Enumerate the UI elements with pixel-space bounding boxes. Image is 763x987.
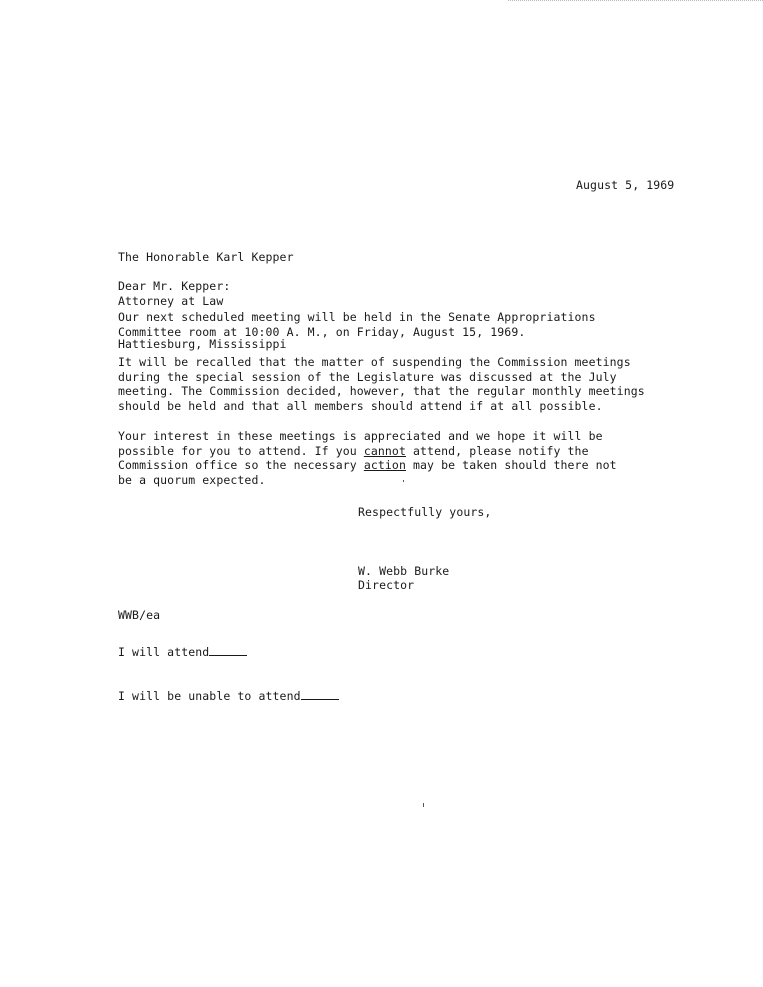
paragraph-meeting-notice xyxy=(118,310,698,339)
address-line-title: Attorney at Law xyxy=(118,293,224,308)
signature-name: W. Webb Burke xyxy=(358,564,450,578)
text-run: may be taken should there not xyxy=(405,458,617,472)
address-line-city: Hattiesburg, Mississippi xyxy=(118,337,287,351)
paragraph-line: Our next scheduled meeting will be held in the Senate Appropriations xyxy=(118,310,596,324)
attend-yes-option xyxy=(118,645,247,660)
salutation: Dear Mr. Kepper: xyxy=(118,279,231,293)
paragraph-line xyxy=(118,444,698,459)
attend-yes-label: I will attend xyxy=(118,645,210,659)
signature-title: Director xyxy=(358,578,415,592)
paragraph-line: be a quorum expected. xyxy=(118,472,266,487)
paragraph-line: Your interest in these meetings is appreciated and we hope it will be xyxy=(118,429,603,443)
paragraph-line: Committee room at 10:00 A. M., on Friday, August 15, 1969. xyxy=(118,324,526,339)
letter-date: August 5, 1969 xyxy=(576,178,675,192)
text-run: Commission office so the necessary xyxy=(118,458,364,472)
paragraph-line: meeting. The Commission decided, however, that the regular monthly meetings xyxy=(118,384,645,398)
underlined-word-cannot: cannot xyxy=(363,443,406,458)
attend-no-label: I will be unable to attend xyxy=(118,689,301,703)
paragraph-line xyxy=(118,458,698,473)
scan-speck xyxy=(423,803,424,807)
scan-speck xyxy=(403,480,404,482)
typist-initials: WWB/ea xyxy=(118,608,161,622)
paragraph-line: should be held and that all members should attend if at all possible. xyxy=(118,398,603,413)
paragraph-attendance-request xyxy=(118,429,698,487)
attend-no-option xyxy=(118,689,339,704)
paragraph-line: during the special session of the Legislature was discussed at the July xyxy=(118,369,617,384)
page-edge-marks xyxy=(508,0,763,3)
closing: Respectfully yours, xyxy=(358,505,492,519)
address-line-name: The Honorable Karl Kepper xyxy=(118,250,294,264)
text-run: possible for you to attend. If you xyxy=(118,443,364,458)
paragraph-line: It will be recalled that the matter of suspending the Commission meetings xyxy=(118,355,631,369)
underlined-word-action: action xyxy=(363,458,406,472)
attend-yes-blank[interactable] xyxy=(209,645,247,656)
paragraph-commission-decision xyxy=(118,355,698,413)
text-run: attend, please notify the xyxy=(405,443,589,458)
attend-no-blank[interactable] xyxy=(301,689,339,700)
